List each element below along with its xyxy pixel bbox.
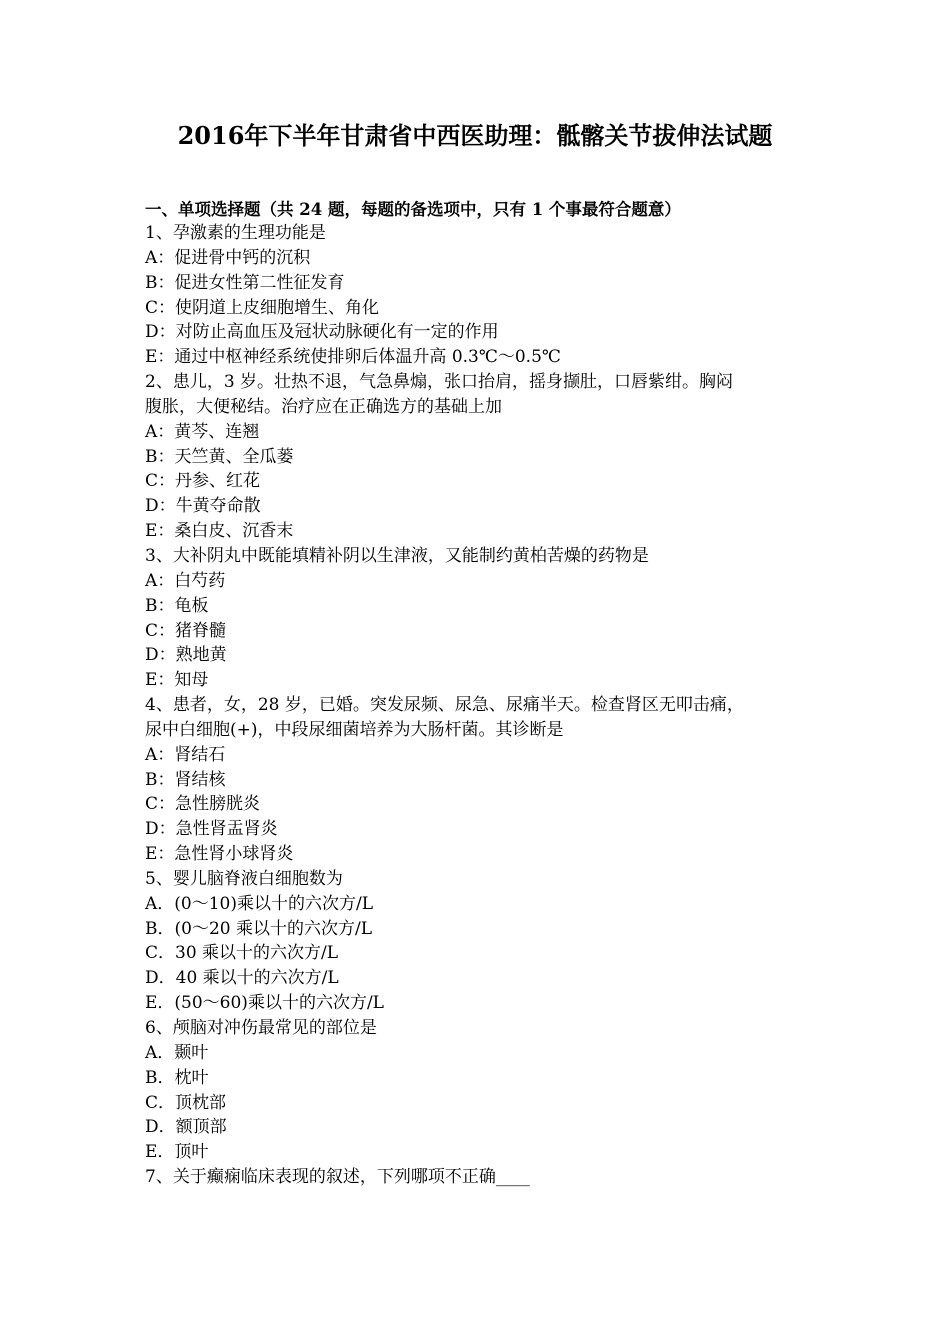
text-line: D．额顶部 <box>145 1117 227 1138</box>
text-line: A：白芍药 <box>145 570 226 591</box>
text-line: 7、关于癫痫临床表现的叙述，下列哪项不正确____ <box>145 1167 530 1188</box>
text-line: 尿中白细胞(+)，中段尿细菌培养为大肠杆菌。其诊断是 <box>145 719 564 740</box>
text-line: D：急性肾盂肾炎 <box>145 819 278 840</box>
text-line: C：丹参、红花 <box>145 471 261 492</box>
text-line: B．(0～20 乘以十的六次方/L <box>145 918 372 939</box>
text-line: E：通过中枢神经系统使排卵后体温升高 0.3℃～0.5℃ <box>145 347 561 368</box>
text-line: E．(50～60)乘以十的六次方/L <box>145 993 384 1014</box>
text-line: E：桑白皮、沉香末 <box>145 521 294 542</box>
text-line: E．顶叶 <box>145 1142 209 1163</box>
text-line: D：熟地黄 <box>145 645 227 666</box>
text-line: D．40 乘以十的六次方/L <box>145 968 339 989</box>
text-line: B：促进女性第二性征发育 <box>145 272 345 293</box>
text-line: E：急性肾小球肾炎 <box>145 844 294 865</box>
text-line: B：天竺黄、全瓜蒌 <box>145 446 294 467</box>
text-line: A．(0～10)乘以十的六次方/L <box>145 893 374 914</box>
text-line: 1、孕激素的生理功能是 <box>145 223 326 243</box>
text-line: A：促进骨中钙的沉积 <box>145 247 311 268</box>
text-line: 腹胀，大便秘结。治疗应在正确选方的基础上加 <box>145 396 502 417</box>
text-line: B：肾结核 <box>145 769 226 790</box>
text-line: 3、大补阴丸中既能填精补阴以生津液，又能制约黄柏苦燥的药物是 <box>145 545 649 566</box>
text-line: A．颞叶 <box>145 1042 209 1063</box>
text-line: 6、颅脑对冲伤最常见的部位是 <box>145 1018 377 1038</box>
text-line: D：对防止高血压及冠状动脉硬化有一定的作用 <box>145 322 499 343</box>
text-line: B．枕叶 <box>145 1067 209 1088</box>
text-line: C：使阴道上皮细胞增生、角化 <box>145 297 380 318</box>
text-line: C：猪脊髓 <box>145 620 227 641</box>
text-line: B：龟板 <box>145 595 209 616</box>
text-line: A：黄芩、连翘 <box>145 421 260 442</box>
question-text-block <box>145 221 825 1190</box>
text-line: C：急性膀胱炎 <box>145 794 261 815</box>
text-line: D：牛黄夺命散 <box>145 496 261 517</box>
document-title: 2016年下半年甘肃省中西医助理：骶髂关节拔伸法试题 <box>177 121 773 150</box>
text-line: 4、患者，女，28 岁，已婚。突发尿频、尿急、尿痛半天。检查肾区无叩击痛， <box>145 695 744 716</box>
section-heading: 一、单项选择题（共 24 题，每题的备选项中，只有 1 个事最符合题意） <box>145 200 681 219</box>
text-line: C．顶枕部 <box>145 1092 227 1113</box>
text-line: C．30 乘以十的六次方/L <box>145 943 339 964</box>
text-line: 2、患儿，3 岁。壮热不退，气急鼻煽，张口抬肩，摇身撷肚，口唇紫绀。胸闷 <box>145 372 734 393</box>
text-line: E：知母 <box>145 670 209 691</box>
text-line: A：肾结石 <box>145 744 226 765</box>
text-line: 5、婴儿脑脊液白细胞数为 <box>145 868 343 889</box>
